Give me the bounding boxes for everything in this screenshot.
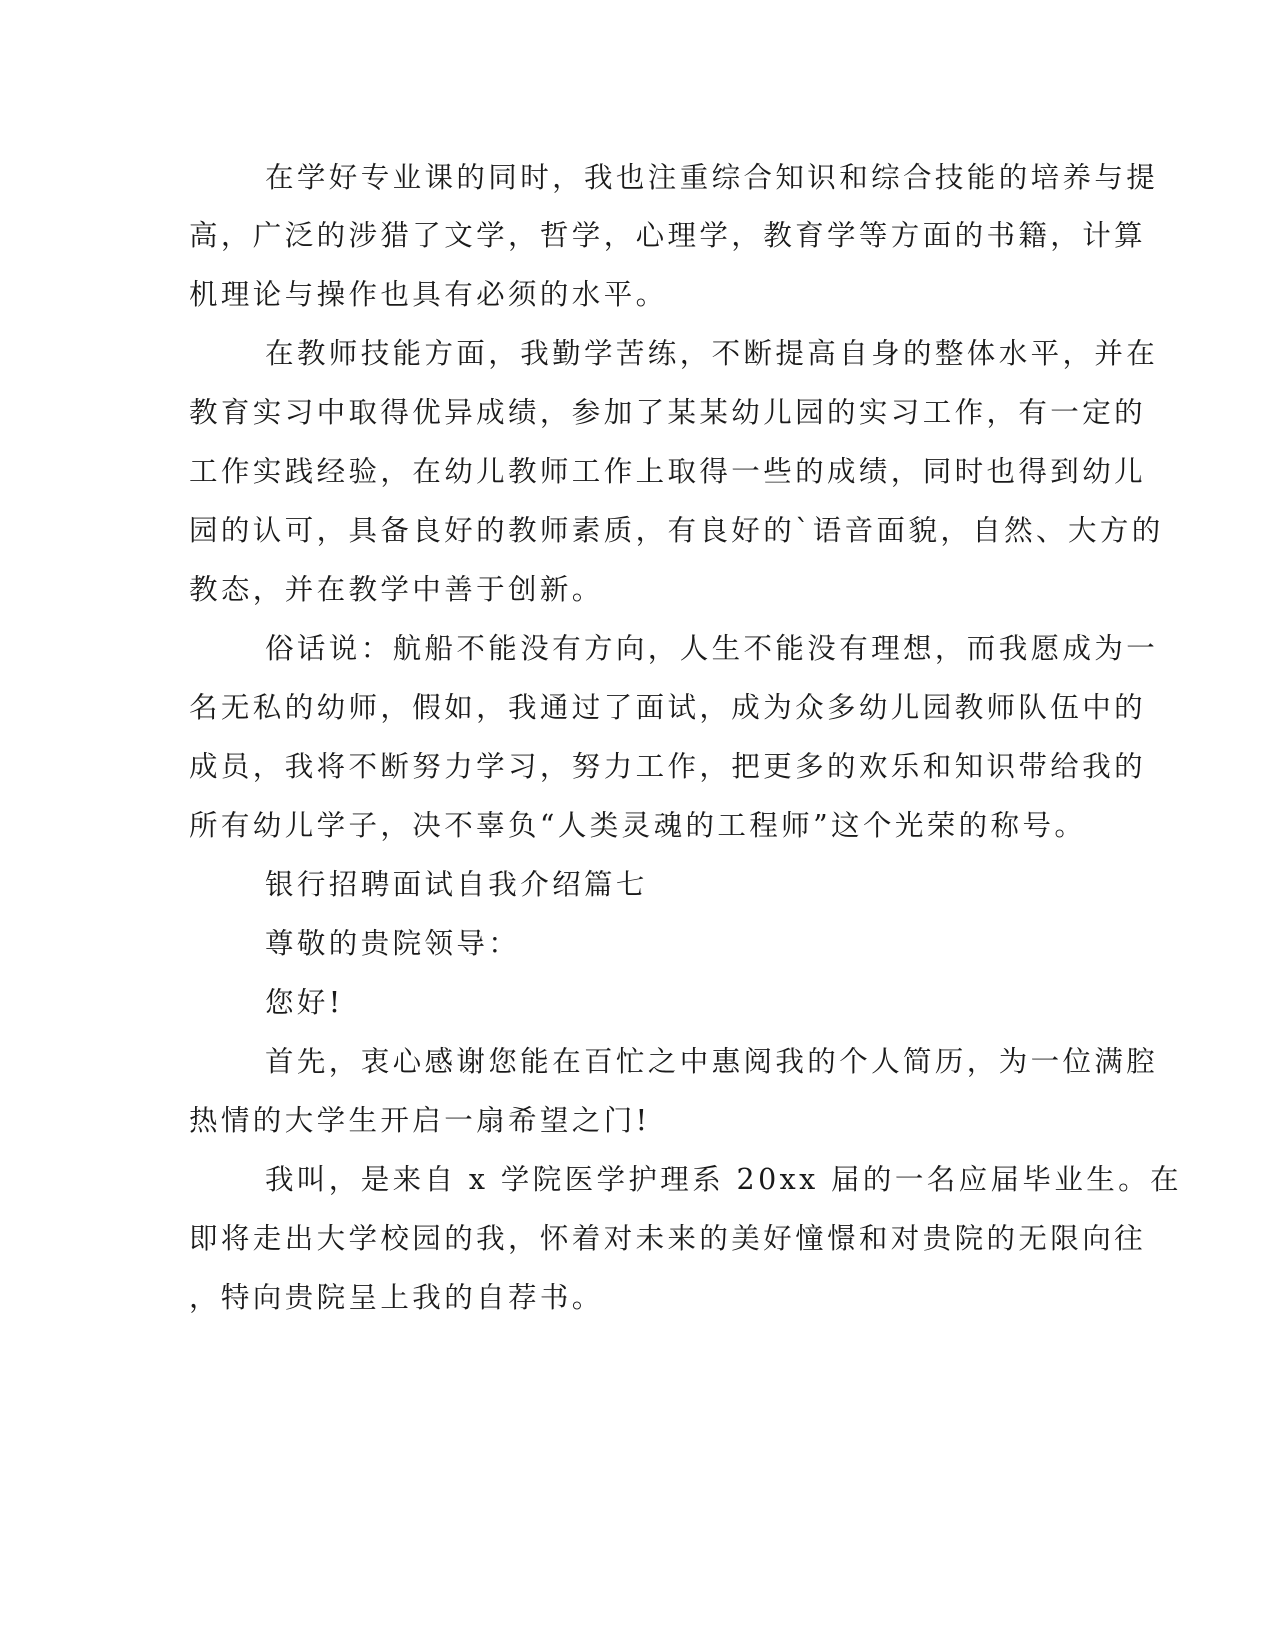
salutation: 尊敬的贵院领导： — [265, 927, 521, 960]
section-heading: 银行招聘面试自我介绍篇七 — [265, 868, 648, 901]
paragraph-line: 名无私的幼师，假如，我通过了面试，成为众多幼儿园教师队伍中的 — [189, 691, 1147, 724]
paragraph-line: 成员，我将不断努力学习，努力工作，把更多的欢乐和知识带给我的 — [189, 750, 1147, 783]
paragraph-line: 高，广泛的涉猎了文学，哲学，心理学，教育学等方面的书籍，计算 — [189, 219, 1147, 252]
paragraph-line: 在学好专业课的同时，我也注重综合知识和综合技能的培养与提 — [265, 161, 1159, 194]
paragraph-line: 即将走出大学校园的我，怀着对未来的美好憧憬和对贵院的无限向往 — [189, 1222, 1147, 1255]
paragraph-line: ，特向贵院呈上我的自荐书。 — [189, 1281, 604, 1314]
paragraph-line: 俗话说：航船不能没有方向，人生不能没有理想，而我愿成为一 — [265, 632, 1159, 665]
paragraph-line: 工作实践经验，在幼儿教师工作上取得一些的成绩，同时也得到幼儿 — [189, 455, 1147, 488]
paragraph-line: 机理论与操作也具有必须的水平。 — [189, 278, 668, 311]
paragraph-line: 教育实习中取得优异成绩，参加了某某幼儿园的实习工作，有一定的 — [189, 396, 1147, 429]
paragraph-line: 教态，并在教学中善于创新。 — [189, 573, 604, 606]
greeting: 您好! — [265, 986, 344, 1019]
paragraph-line: 所有幼儿学子，决不辜负“人类灵魂的工程师”这个光荣的称号。 — [189, 809, 1087, 842]
paragraph-line: 首先，衷心感谢您能在百忙之中惠阅我的个人简历，为一位满腔 — [265, 1045, 1159, 1078]
paragraph-line: 园的认可，具备良好的教师素质，有良好的`语音面貌，自然、大方的 — [189, 514, 1164, 547]
paragraph-line: 在教师技能方面，我勤学苦练，不断提高自身的整体水平，并在 — [265, 337, 1159, 370]
paragraph-line: 我叫，是来自 x 学院医学护理系 20xx 届的一名应届毕业生。在 — [265, 1163, 1182, 1196]
paragraph-line: 热情的大学生开启一扇希望之门! — [189, 1104, 651, 1137]
